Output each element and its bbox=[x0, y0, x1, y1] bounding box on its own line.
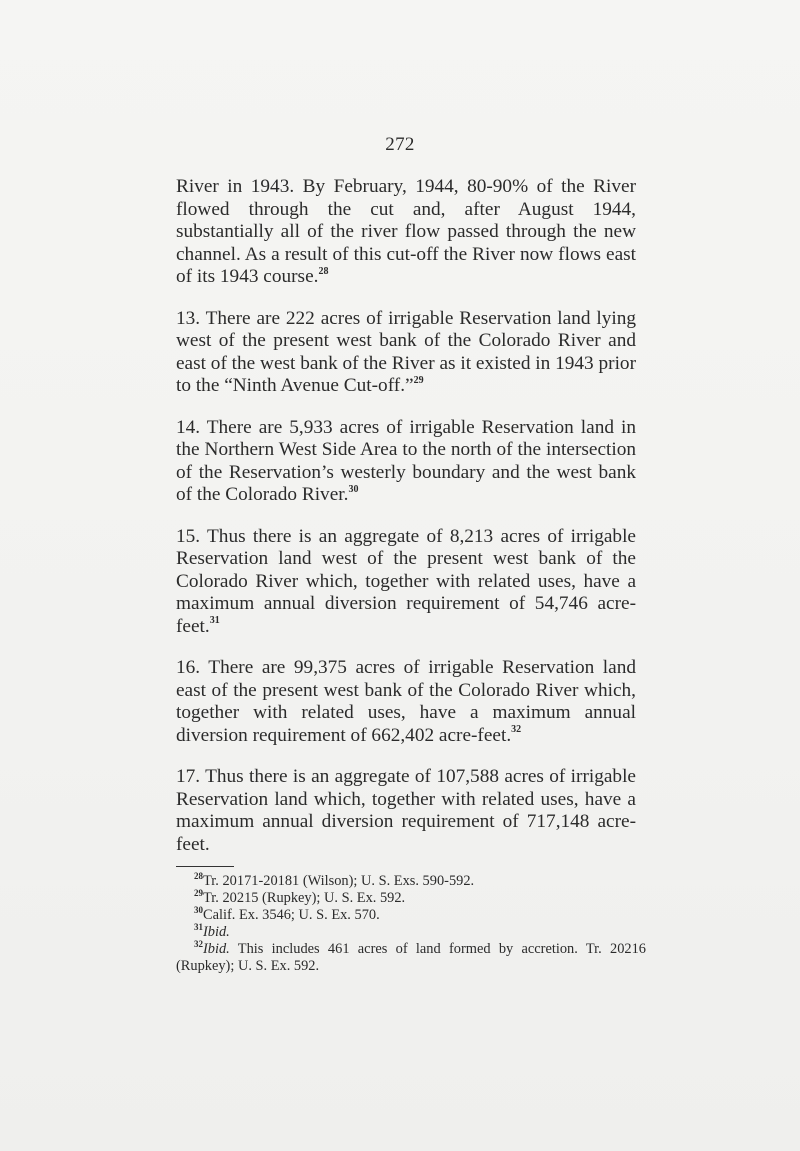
footnote-number: 30 bbox=[194, 905, 203, 916]
footnote-text: Tr. 20171-20181 (Wilson); U. S. Exs. 590-592. bbox=[203, 873, 475, 889]
footnote-32 bbox=[176, 941, 646, 975]
footnote-text: Calif. Ex. 3546; U. S. Ex. 570. bbox=[203, 907, 380, 923]
footnotes bbox=[176, 873, 646, 975]
footnote-30 bbox=[176, 907, 646, 924]
paragraph-text: 15. Thus there is an aggregate of 8,213 acres of irrigable Reservation land west of the present west bank of the Colorado River which, together with related uses, have a maximum annual diversion requirement of 54,746 acre-feet. bbox=[176, 525, 636, 637]
footnote-28 bbox=[176, 873, 646, 890]
footnote-29 bbox=[176, 890, 646, 907]
footnote-italic: Ibid. bbox=[203, 941, 230, 957]
footnote-ref[interactable]: 29 bbox=[413, 374, 424, 386]
paragraph-15 bbox=[176, 526, 636, 639]
paragraph-13 bbox=[176, 308, 636, 398]
paragraph-text: 16. There are 99,375 acres of irrigable Reservation land east of the present west bank of the Colorado River which, together with related uses, have a maximum annual diversion requirement of 662,402 acre-feet. bbox=[176, 657, 636, 746]
paragraph-text: 14. There are 5,933 acres of irrigable Reservation land in the Northern West Side Area to the north of the intersection of the Reservation’s westerly boundary and the west bank of the Colorado River. bbox=[176, 416, 636, 505]
footnote-divider bbox=[176, 866, 234, 867]
footnote-text: This includes 461 acres of land formed by accretion. Tr. 20216 (Rupkey); U. S. Ex. 592. bbox=[176, 941, 646, 974]
paragraph-17 bbox=[176, 766, 636, 856]
paragraph-text: 17. Thus there is an aggregate of 107,588 acres of irrigable Reservation land which, together with related uses, have a maximum annual diversion requirement of 717,148 acre-feet. bbox=[176, 766, 636, 855]
footnote-number: 31 bbox=[194, 922, 203, 933]
paragraph-continuation bbox=[176, 176, 636, 289]
footnote-ref[interactable]: 28 bbox=[318, 265, 329, 277]
footnote-ref[interactable]: 30 bbox=[348, 483, 359, 495]
footnote-31 bbox=[176, 924, 646, 941]
footnote-ref[interactable]: 32 bbox=[511, 724, 522, 736]
footnote-ref[interactable]: 31 bbox=[209, 615, 220, 627]
footnote-number: 32 bbox=[194, 939, 203, 950]
paragraph-16 bbox=[176, 657, 636, 747]
page-number: 272 bbox=[385, 134, 415, 155]
footnote-text: Tr. 20215 (Rupkey); U. S. Ex. 592. bbox=[203, 890, 406, 906]
paragraph-text: 13. There are 222 acres of irrigable Reservation land lying west of the present west bank of the Colorado River and east of the west bank of the River as it existed in 1943 prior to the “Ninth Avenue Cut-off.” bbox=[176, 307, 636, 396]
paragraph-14 bbox=[176, 417, 636, 507]
body-text bbox=[176, 176, 646, 975]
footnote-number: 28 bbox=[194, 871, 203, 882]
footnote-italic: Ibid. bbox=[203, 924, 230, 940]
paragraph-text: River in 1943. By February, 1944, 80-90% of the River flowed through the cut and, after August 1944, substantially all of the river flow passed through the new channel. As a result of this cut-off the River now flows east of its 1943 course. bbox=[176, 176, 636, 287]
footnote-number: 29 bbox=[194, 888, 203, 899]
